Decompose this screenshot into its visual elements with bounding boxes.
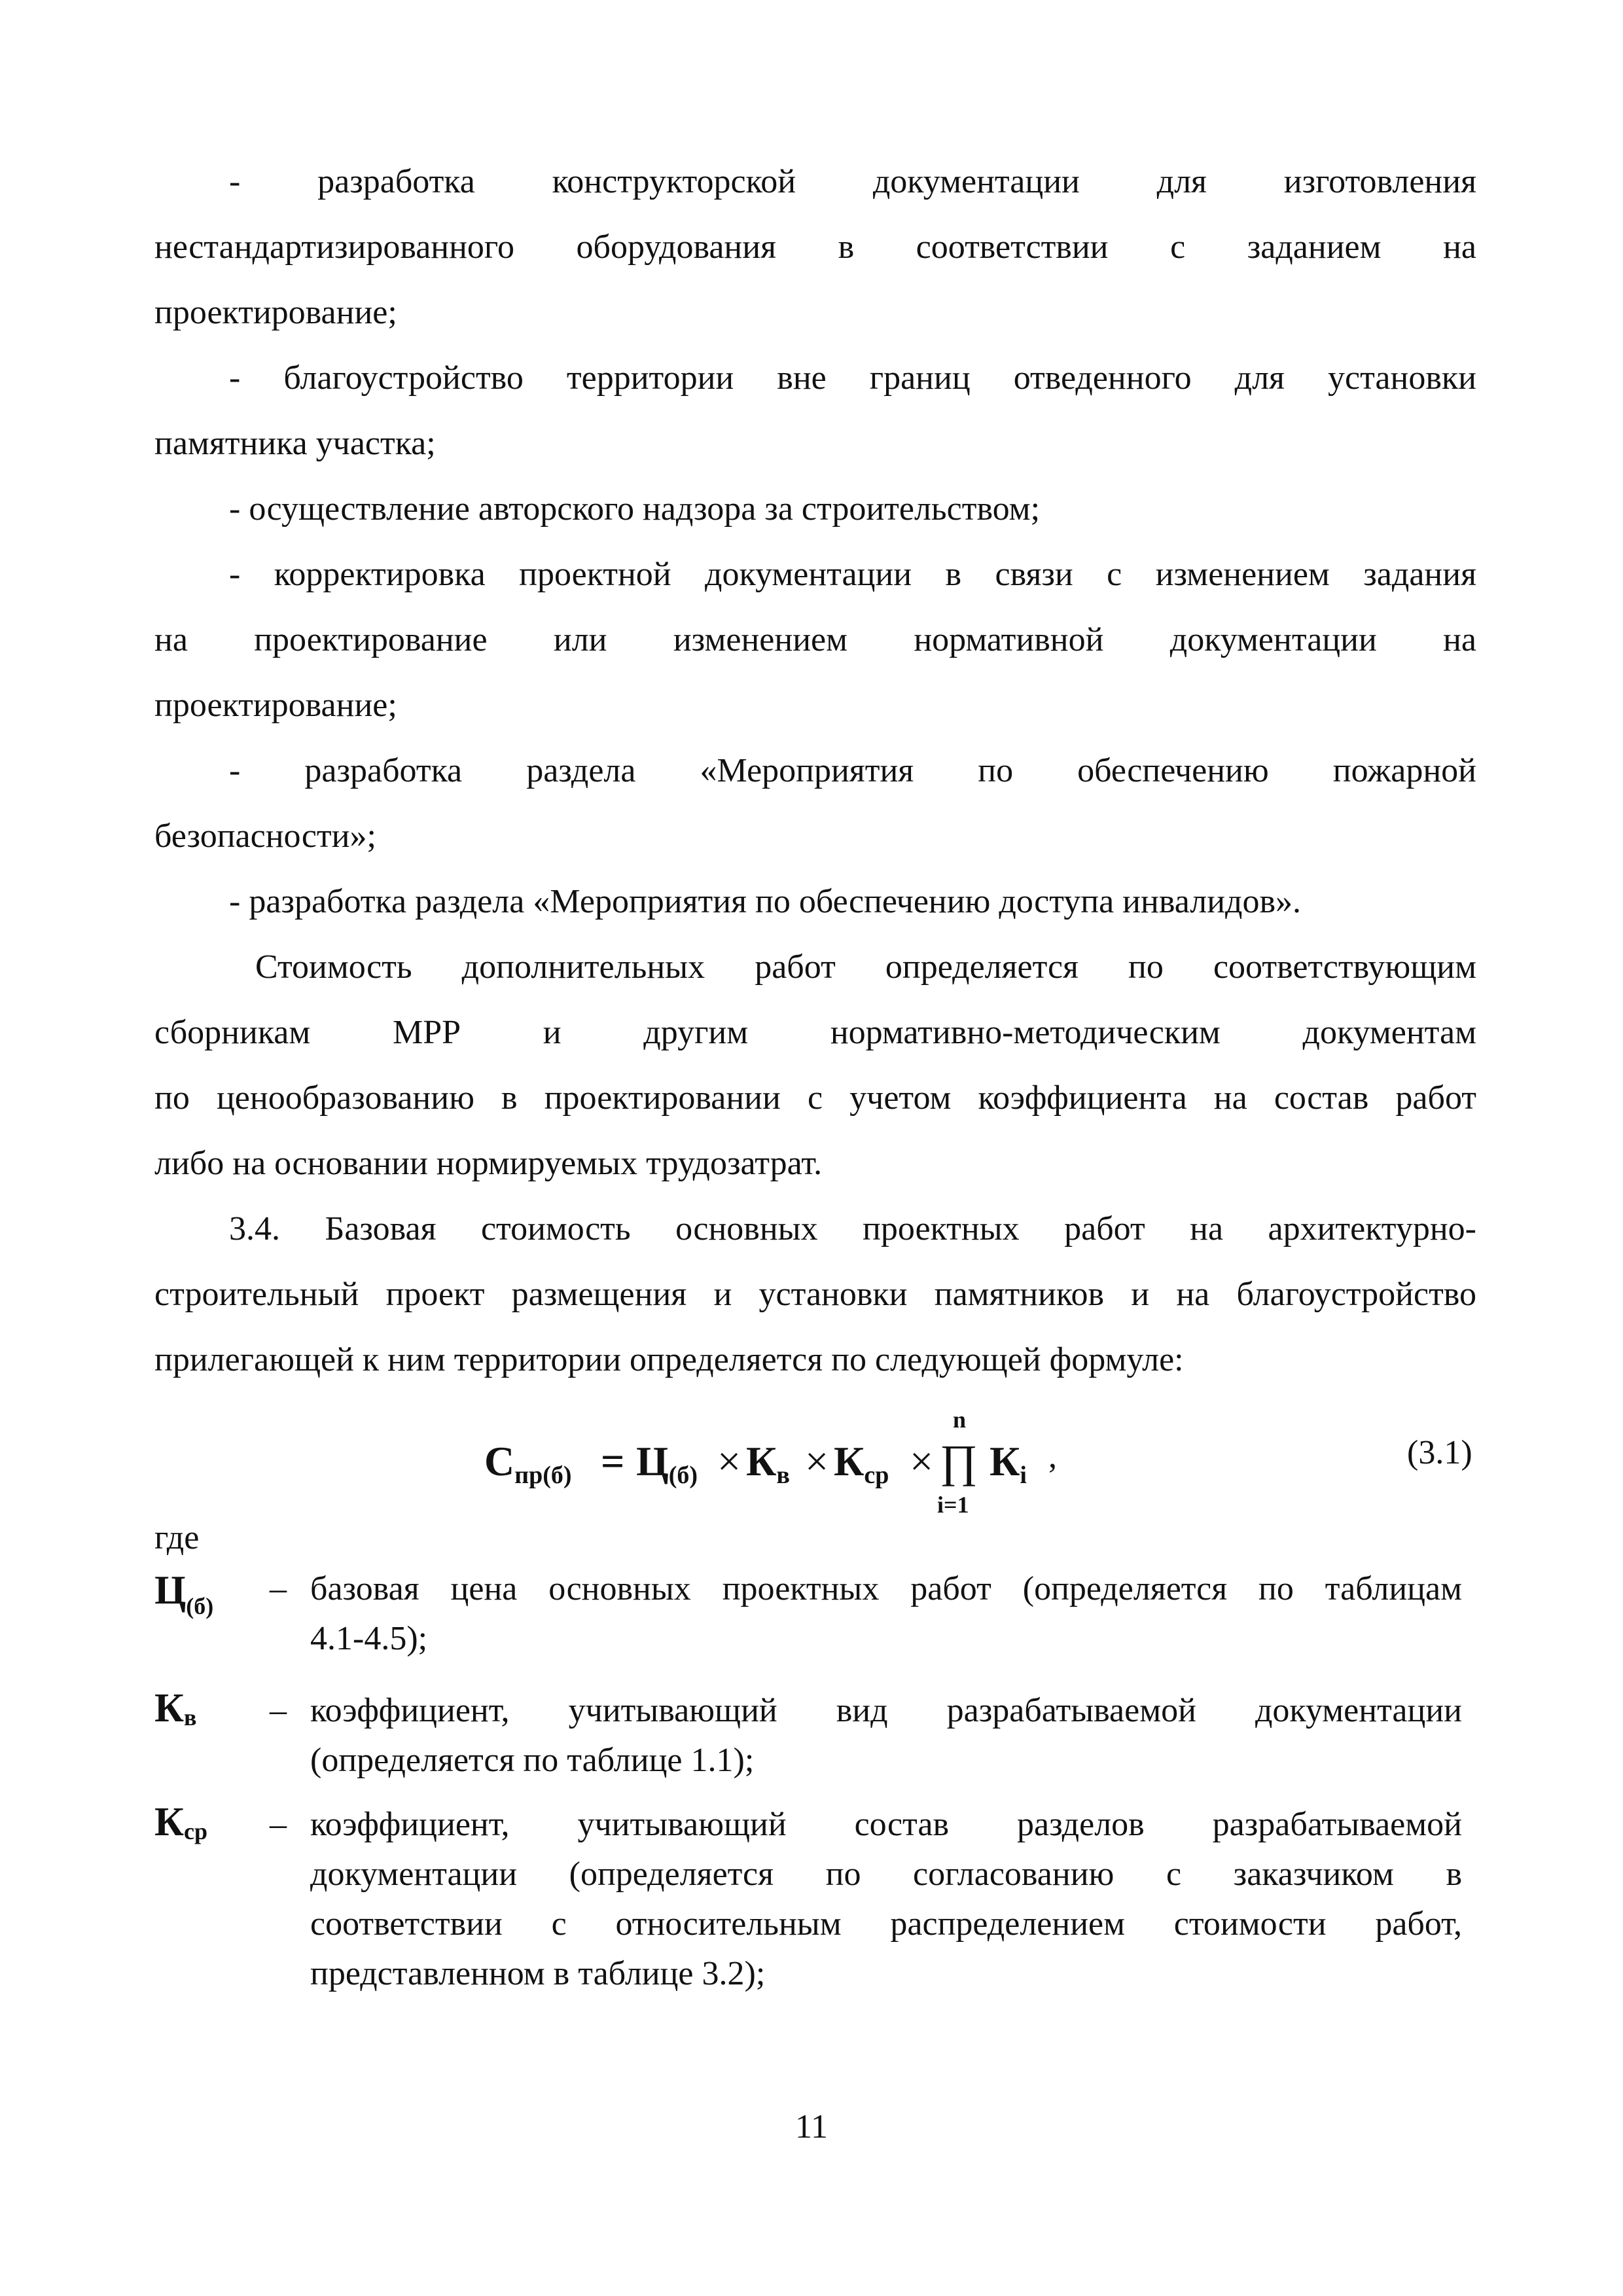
definition-symbol-price-main: Ц (154, 1568, 187, 1613)
page-number: 11 (794, 2108, 829, 2145)
formula-ki-subscript: i (1020, 1462, 1027, 1489)
definition-dash-3: – (270, 1806, 287, 1843)
formula-price-symbol: Ц (636, 1438, 669, 1484)
formula-equals: = (601, 1438, 625, 1484)
text-line-15: по ценообразованию в проектировании с учетом коэффициента на состав работ (154, 1079, 1476, 1117)
definition-symbol-ksr (154, 1800, 207, 1851)
text-line-16: либо на основании нормируемых трудозатрат. (154, 1145, 823, 1182)
text-line-2: нестандартизированного оборудования в соответствии с заданием на (154, 228, 1476, 266)
definition-symbol-ksr-main: К (154, 1800, 184, 1844)
text-line-5: памятника участка; (154, 425, 436, 462)
definition-3-line-2: документации (определяется по согласованию с заказчиком в (310, 1856, 1462, 1893)
formula-product-icon: ∏ (940, 1437, 978, 1487)
formula-lhs-subscript: пр(б) (514, 1462, 572, 1489)
definition-symbol-ksr-sub: ср (183, 1818, 207, 1844)
formula-product-lower-limit: i=1 (937, 1492, 969, 1518)
formula-kv-symbol: К (746, 1438, 777, 1484)
definition-3-line-3: соответствии с относительным распределением стоимости работ, (310, 1905, 1462, 1943)
formula-ki-symbol: К (990, 1438, 1020, 1484)
formula-3-1 (484, 1407, 1073, 1532)
text-line-1: - разработка конструкторской документации для изготовления (229, 163, 1476, 200)
text-line-4: - благоустройство территории вне границ отведенного для установки (229, 359, 1476, 397)
definition-symbol-kv-main: К (154, 1686, 184, 1731)
definition-2-line-2: (определяется по таблице 1.1); (310, 1742, 755, 1779)
text-line-9: проектирование; (154, 687, 397, 724)
formula-ksr-subscript: ср (864, 1462, 889, 1489)
formula-trailing-comma: , (1048, 1438, 1057, 1475)
definition-dash-2: – (270, 1692, 287, 1729)
text-line-13: Стоимость дополнительных работ определяется по соответствующим (255, 948, 1476, 986)
text-line-7: - корректировка проектной документации в связи с изменением задания (229, 556, 1476, 593)
text-line-17: 3.4. Базовая стоимость основных проектных работ на архитектурно- (229, 1210, 1476, 1247)
formula-times-1: × (717, 1438, 741, 1484)
formula-product-upper-limit: n (953, 1407, 967, 1433)
text-line-18: строительный проект размещения и установки памятников и на благоустройство (154, 1276, 1476, 1313)
formula-times-3: × (910, 1438, 934, 1484)
equation-number: (3.1) (1407, 1434, 1472, 1471)
definition-symbol-kv (154, 1686, 197, 1737)
text-line-19: прилегающей к ним территории определяется по следующей формуле: (154, 1341, 1184, 1378)
formula-ksr-symbol: К (834, 1438, 865, 1484)
text-line-10: - разработка раздела «Мероприятия по обеспечению пожарной (229, 752, 1476, 789)
formula-lhs-symbol: С (484, 1438, 515, 1484)
definition-dash-1: – (270, 1570, 287, 1607)
where-label: где (154, 1519, 200, 1556)
definition-1-line-1: базовая цена основных проектных работ (определяется по таблицам (310, 1570, 1462, 1607)
definition-1-line-2: 4.1-4.5); (310, 1620, 428, 1657)
text-line-6: - осуществление авторского надзора за строительством; (229, 490, 1041, 528)
text-line-12: - разработка раздела «Мероприятия по обеспечению доступа инвалидов». (229, 883, 1302, 920)
formula-times-2: × (805, 1438, 829, 1484)
text-line-14: сборникам МРР и другим нормативно-методическим документам (154, 1014, 1476, 1051)
definition-3-line-4: представленном в таблице 3.2); (310, 1955, 766, 1992)
definition-3-line-1: коэффициент, учитывающий состав разделов разрабатываемой (310, 1806, 1462, 1843)
text-line-11: безопасности»; (154, 817, 376, 855)
definition-2-line-1: коэффициент, учитывающий вид разрабатываемой документации (310, 1692, 1462, 1729)
definition-symbol-kv-sub: в (183, 1704, 197, 1731)
formula-kv-subscript: в (776, 1462, 790, 1489)
definition-symbol-price-sub: (б) (186, 1593, 214, 1619)
formula-price-subscript: (б) (668, 1462, 698, 1489)
text-line-3: проектирование; (154, 294, 397, 331)
text-line-8: на проектирование или изменением нормативной документации на (154, 621, 1476, 658)
definition-symbol-price (154, 1568, 214, 1626)
